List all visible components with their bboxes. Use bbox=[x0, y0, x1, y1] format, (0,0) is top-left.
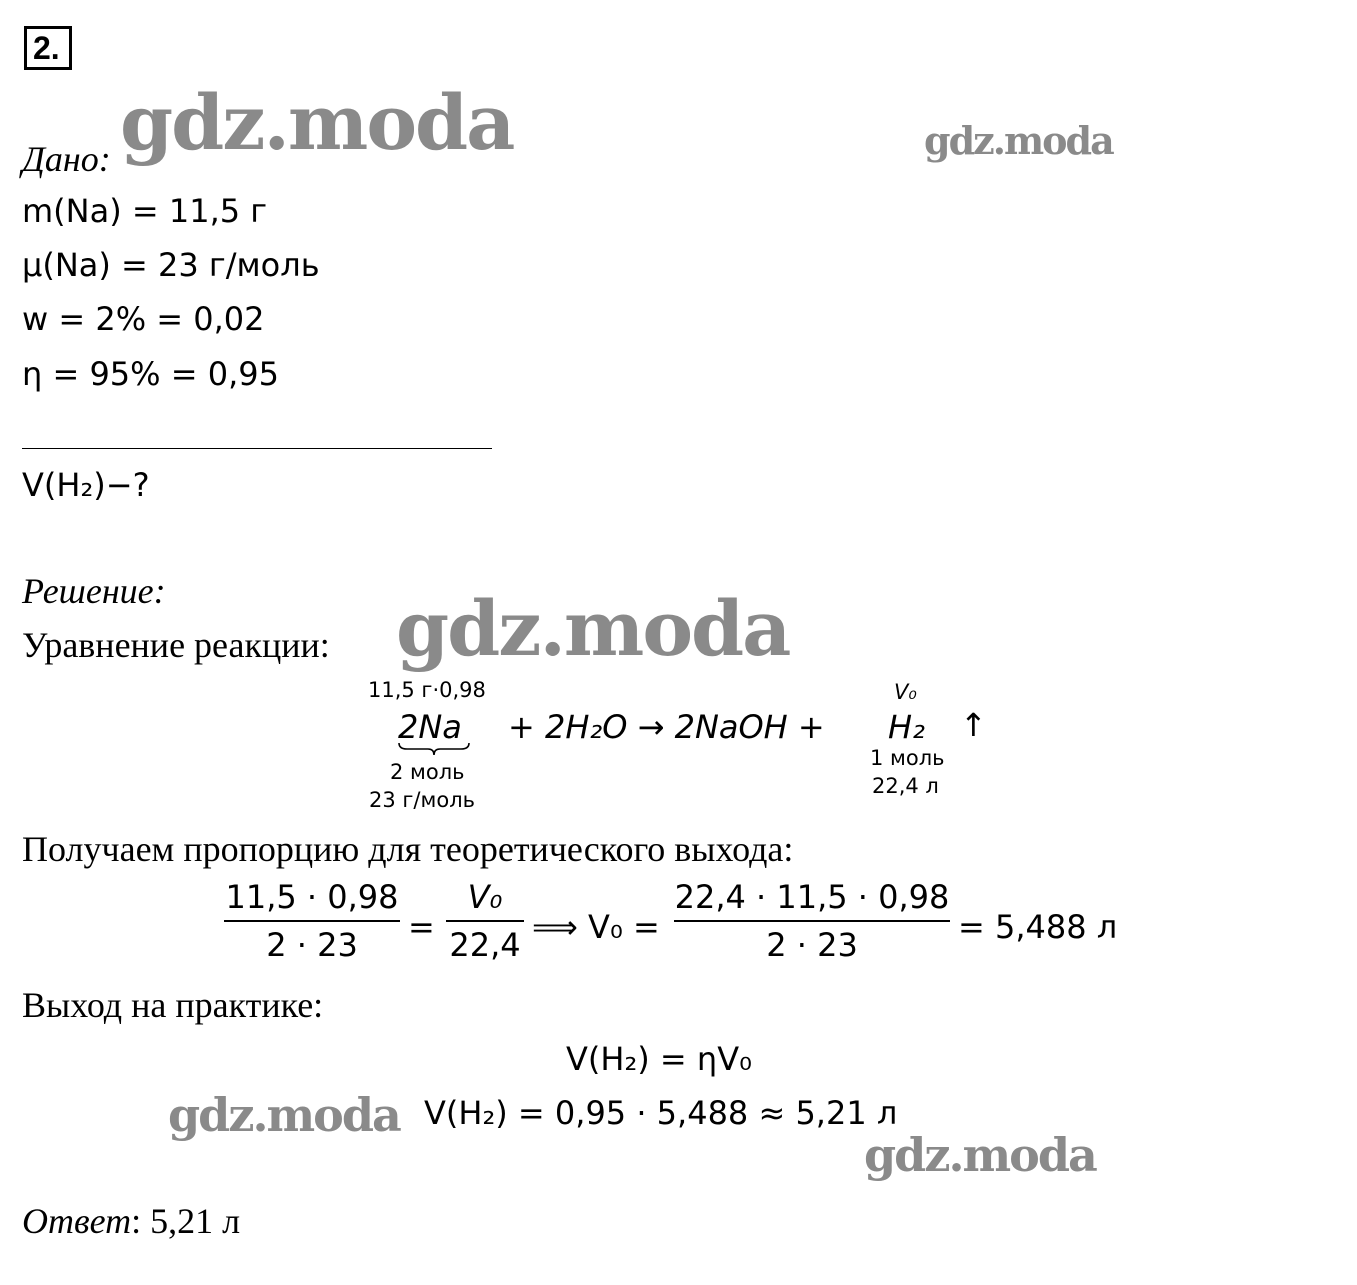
reaction-right: H₂ bbox=[888, 708, 925, 746]
formula-practical: V(H₂) = ηV₀ bbox=[566, 1040, 752, 1078]
solution-heading: Решение: bbox=[22, 571, 166, 611]
fraction-numerator: 11,5 · 0,98 bbox=[225, 878, 399, 916]
given-line: m(Na) = 11,5 г bbox=[22, 192, 268, 230]
watermark: gdz.moda bbox=[396, 584, 790, 673]
proportion-result: = 5,488 л bbox=[958, 908, 1118, 946]
fraction-denominator: 2 · 23 bbox=[266, 926, 358, 964]
problem-number: 2. bbox=[24, 26, 72, 70]
na-below-moles: 2 моль bbox=[390, 760, 465, 784]
answer-line bbox=[22, 1200, 240, 1242]
underbrace-icon bbox=[398, 742, 470, 756]
find-line: V(H₂)−? bbox=[22, 466, 150, 504]
given-line: η = 95% = 0,95 bbox=[22, 355, 279, 393]
reaction-label: Уравнение реакции: bbox=[22, 625, 330, 665]
fraction-numerator: V₀ bbox=[467, 878, 503, 916]
fraction-denominator: 22,4 bbox=[449, 926, 521, 964]
watermark: gdz.moda bbox=[120, 78, 514, 167]
fraction-1 bbox=[224, 878, 400, 964]
watermark: gdz.moda bbox=[168, 1088, 400, 1142]
arrow-up-icon: ↑ bbox=[960, 706, 987, 744]
h2-above: V₀ bbox=[894, 680, 917, 704]
implies: ⟹ V₀ = bbox=[532, 908, 660, 946]
fraction-2 bbox=[446, 878, 524, 964]
practical-label: Выход на практике: bbox=[22, 985, 324, 1025]
answer-label: Ответ bbox=[22, 1201, 132, 1241]
h2-below-volume: 22,4 л bbox=[872, 774, 939, 798]
answer-value: : 5,21 л bbox=[131, 1201, 241, 1241]
formula-calculation: V(H₂) = 0,95 · 5,488 ≈ 5,21 л bbox=[424, 1094, 898, 1132]
given-line: w = 2% = 0,02 bbox=[22, 300, 265, 338]
watermark: gdz.moda bbox=[864, 1128, 1096, 1182]
reaction-middle: + 2H₂O → 2NaOH + bbox=[508, 708, 825, 746]
equals-sign: = bbox=[408, 908, 435, 946]
fraction-3 bbox=[674, 878, 950, 964]
watermark: gdz.moda bbox=[924, 118, 1113, 163]
h2-below-moles: 1 моль bbox=[870, 746, 945, 770]
na-below-molar: 23 г/моль bbox=[369, 788, 475, 812]
na-above: 11,5 г·0,98 bbox=[368, 678, 486, 702]
fraction-denominator: 2 · 23 bbox=[766, 926, 858, 964]
given-line: μ(Na) = 23 г/моль bbox=[22, 246, 320, 284]
given-divider bbox=[22, 448, 492, 449]
reaction-left: 2Na bbox=[398, 708, 462, 746]
proportion-label: Получаем пропорцию для теоретического выхода: bbox=[22, 829, 794, 869]
fraction-numerator: 22,4 · 11,5 · 0,98 bbox=[674, 878, 950, 916]
given-heading: Дано: bbox=[22, 139, 111, 179]
